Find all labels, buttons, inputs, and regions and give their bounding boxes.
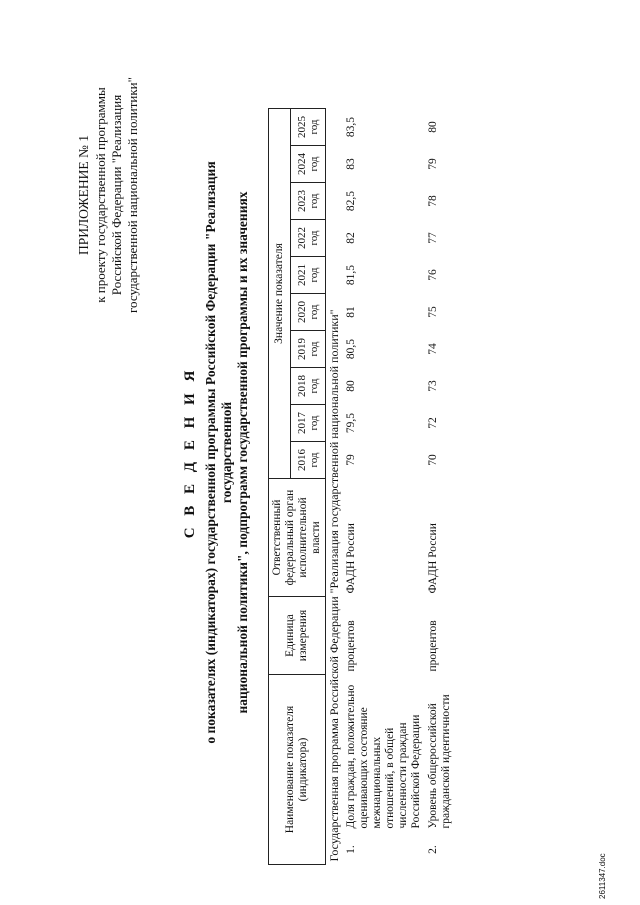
indicator-name: Доля граждан, положительно оценивающих состояние межнациональных отношений, в общей численности граждан Российской Федерации xyxy=(345,684,422,829)
document-title-line: национальной политики", подпрограмм государственной программы и их значениях xyxy=(235,191,250,714)
header-year: 2017 год xyxy=(290,405,325,442)
indicator-value: 79,5 xyxy=(345,412,357,434)
row-number: 2. xyxy=(427,845,439,854)
indicators-table xyxy=(268,108,455,865)
header-year: 2019 год xyxy=(290,331,325,368)
table-row xyxy=(343,109,425,865)
header-year: 2025 год xyxy=(290,109,325,146)
header-year: 2018 год xyxy=(290,368,325,405)
section-title: Государственная программа Российской Федерации "Реализация государственной национальной политики" xyxy=(327,309,341,862)
indicator-agency: ФАДН России xyxy=(345,523,357,594)
header-agency: Ответственный федеральный орган исполнительной власти xyxy=(269,479,326,597)
indicator-value: 79 xyxy=(427,158,439,170)
indicator-value: 81,5 xyxy=(345,264,357,286)
appendix-line: Российской Федерации "Реализация xyxy=(109,94,124,296)
indicator-value: 79 xyxy=(345,454,357,466)
indicator-value: 81 xyxy=(345,306,357,318)
header-year: 2023 год xyxy=(290,183,325,220)
indicator-value: 74 xyxy=(427,343,439,355)
indicator-value: 70 xyxy=(427,454,439,466)
indicator-value: 83,5 xyxy=(345,116,357,138)
indicator-value: 80 xyxy=(427,121,439,133)
table-section-row xyxy=(326,109,344,865)
indicator-value: 78 xyxy=(427,195,439,207)
indicator-name: Уровень общероссийской гражданской идентичности xyxy=(427,694,452,829)
header-unit: Единица измерения xyxy=(269,597,326,675)
appendix-line: к проекту государственной программы xyxy=(93,87,108,303)
header-year: 2016 год xyxy=(290,442,325,479)
header-year: 2021 год xyxy=(290,257,325,294)
header-name: Наименование показателя (индикатора) xyxy=(269,675,326,865)
document-title-line: о показателях (индикаторах) государственной программы Российской Федерации "Реализация государственной xyxy=(203,161,234,744)
header-year: 2022 год xyxy=(290,220,325,257)
appendix-number: ПРИЛОЖЕНИЕ № 1 xyxy=(76,134,91,256)
indicator-value: 75 xyxy=(427,306,439,318)
indicator-value: 76 xyxy=(427,269,439,281)
header-values: Значение показателя xyxy=(269,109,291,479)
indicator-value: 82 xyxy=(345,232,357,244)
header-year: 2020 год xyxy=(290,294,325,331)
table-row xyxy=(425,109,455,865)
indicator-value: 83 xyxy=(345,158,357,170)
indicator-value: 73 xyxy=(427,380,439,392)
indicator-value: 77 xyxy=(427,232,439,244)
indicator-unit: процентов xyxy=(345,620,357,672)
file-code: 2611347.doc xyxy=(598,853,607,899)
header-year: 2024 год xyxy=(290,146,325,183)
indicator-value: 80 xyxy=(345,380,357,392)
indicator-agency: ФАДН России xyxy=(427,523,439,594)
appendix-line: государственной национальной политики" xyxy=(125,77,140,313)
document-title xyxy=(203,120,251,785)
indicator-value: 80,5 xyxy=(345,338,357,360)
row-number: 1. xyxy=(345,845,357,854)
indicator-value: 82,5 xyxy=(345,190,357,212)
appendix-header xyxy=(76,45,141,345)
table-header-row xyxy=(269,109,291,865)
document-heading: С В Е Д Е Н И Я xyxy=(182,366,198,539)
indicator-value: 72 xyxy=(427,417,439,429)
indicator-unit: процентов xyxy=(427,620,439,672)
